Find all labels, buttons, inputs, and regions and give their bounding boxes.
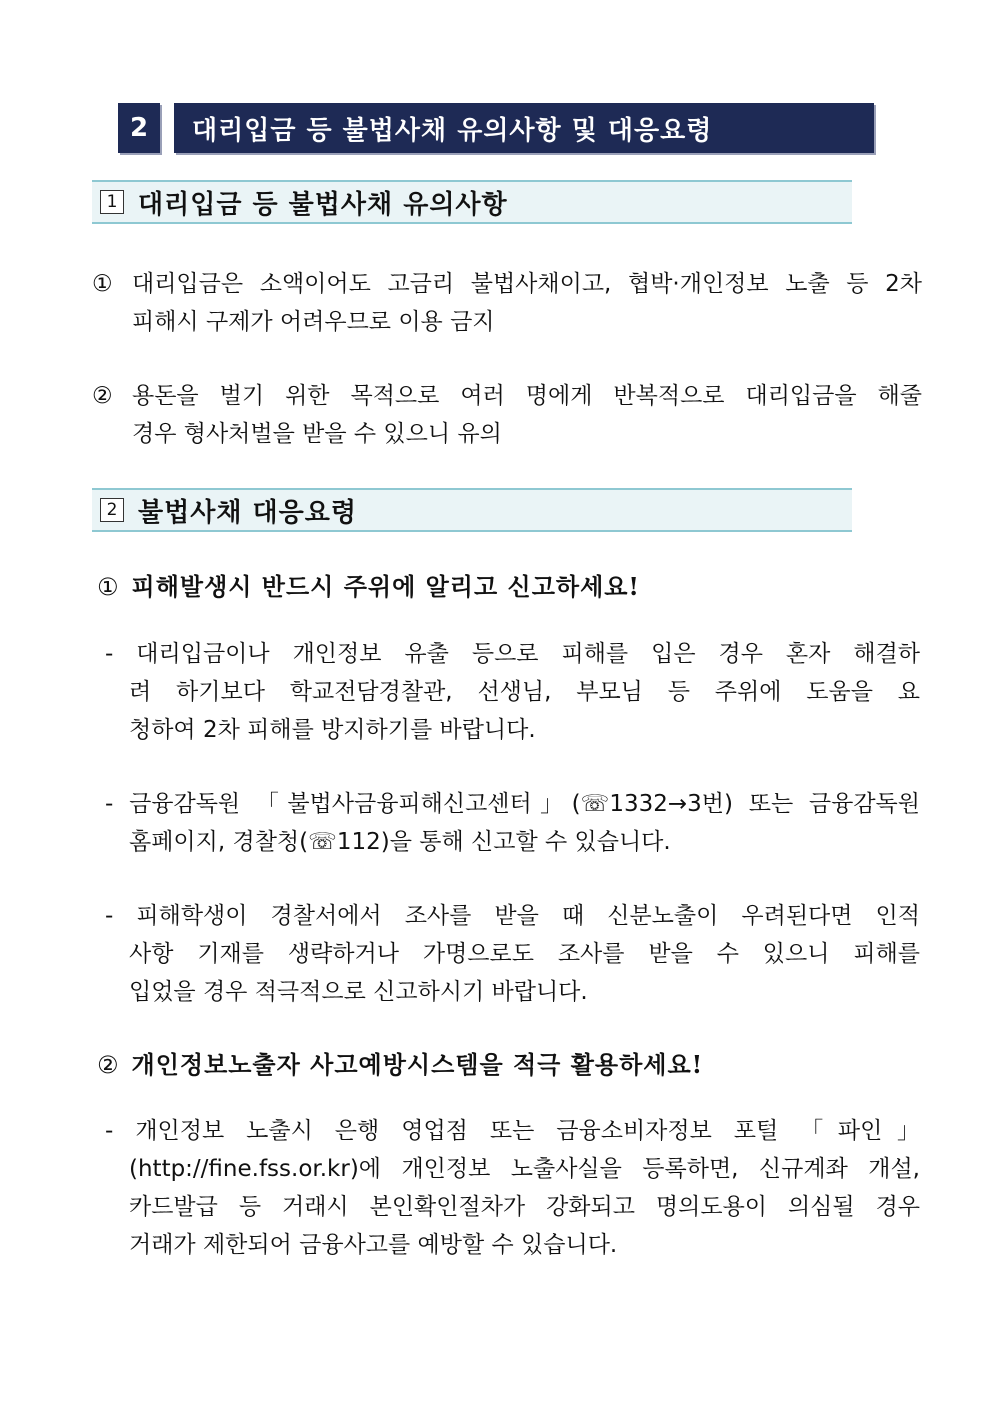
- section-number-2: 2: [100, 498, 124, 522]
- bullet-text: (http://fine.fss.or.kr)에 개인정보 노출사실을 등록하면, 신규계좌 개설,: [129, 1156, 920, 1182]
- bullet-dash: -: [105, 791, 114, 817]
- bullet-text: 개인정보 노출시 은행 영업점 또는 금융소비자정보 포털 「파인」: [135, 1118, 921, 1144]
- item-text: 경우 형사처벌을 받을 수 있으니 유의: [132, 421, 502, 447]
- bullet-dash: -: [105, 903, 114, 929]
- bullet-text: 청하여 2차 피해를 방지하기를 바랍니다.: [129, 717, 536, 743]
- bullet-item-1: [105, 635, 920, 749]
- item-text: 대리입금은 소액이어도 고금리 불법사채이고, 협박·개인정보 노출 등 2차: [132, 271, 922, 297]
- bullet-text: 거래가 제한되어 금융사고를 예방할 수 있습니다.: [129, 1232, 618, 1258]
- chapter-heading: [118, 103, 876, 153]
- subheading-title: 개인정보노출자 사고예방시스템을 적극 활용하세요!: [131, 1050, 704, 1079]
- section-title-2: 불법사채 대응요령: [138, 497, 357, 528]
- bullet-text: 금융감독원 「불법사금융피해신고센터」(☏1332→3번) 또는 금융감독원: [129, 791, 920, 817]
- bullet-dash: -: [105, 641, 114, 667]
- bullet-item-2: [105, 785, 920, 861]
- chapter-number: 2: [118, 103, 160, 153]
- subheading-1: [97, 567, 640, 602]
- chapter-title: 대리입금 등 불법사채 유의사항 및 대응요령: [174, 103, 874, 153]
- bullet-text: 사항 기재를 생략하거나 가명으로도 조사를 받을 수 있으니 피해를: [129, 941, 920, 967]
- bullet-text: 대리입금이나 개인정보 유출 등으로 피해를 입은 경우 혼자 해결하: [136, 641, 921, 667]
- notice-item-1: [92, 265, 922, 341]
- subheading-marker: ②: [97, 1051, 120, 1079]
- notice-item-2: [92, 377, 922, 453]
- bullet-text: 피해학생이 경찰서에서 조사를 받을 때 신분노출이 우려된다면 인적: [136, 903, 920, 929]
- bullet-text: 입었을 경우 적극적으로 신고하시기 바랍니다.: [129, 979, 588, 1005]
- bullet-text: 홈페이지, 경찰청(☏112)을 통해 신고할 수 있습니다.: [129, 829, 671, 855]
- bullet-text: 카드발급 등 거래시 본인확인절차가 강화되고 명의도용이 의심될 경우: [129, 1194, 920, 1220]
- bullet-text: 려 하기보다 학교전담경찰관, 선생님, 부모님 등 주위에 도움을 요: [129, 679, 920, 705]
- bullet-item-4: [105, 1112, 920, 1264]
- item-text: 용돈을 벌기 위한 목적으로 여러 명에게 반복적으로 대리입금을 해줄: [132, 383, 922, 409]
- subheading-2: [97, 1045, 703, 1080]
- item-text: 피해시 구제가 어려우므로 이용 금지: [132, 309, 495, 335]
- subheading-title: 피해발생시 반드시 주위에 알리고 신고하세요!: [131, 572, 640, 601]
- item-marker: ②: [92, 383, 113, 409]
- section-title-1: 대리입금 등 불법사채 유의사항: [138, 189, 508, 220]
- section-heading-2: [92, 488, 852, 532]
- bullet-dash: -: [105, 1118, 114, 1144]
- section-number-1: 1: [100, 190, 124, 214]
- bullet-item-3: [105, 897, 920, 1011]
- subheading-marker: ①: [97, 573, 120, 601]
- section-heading-1: [92, 180, 852, 224]
- item-marker: ①: [92, 271, 113, 297]
